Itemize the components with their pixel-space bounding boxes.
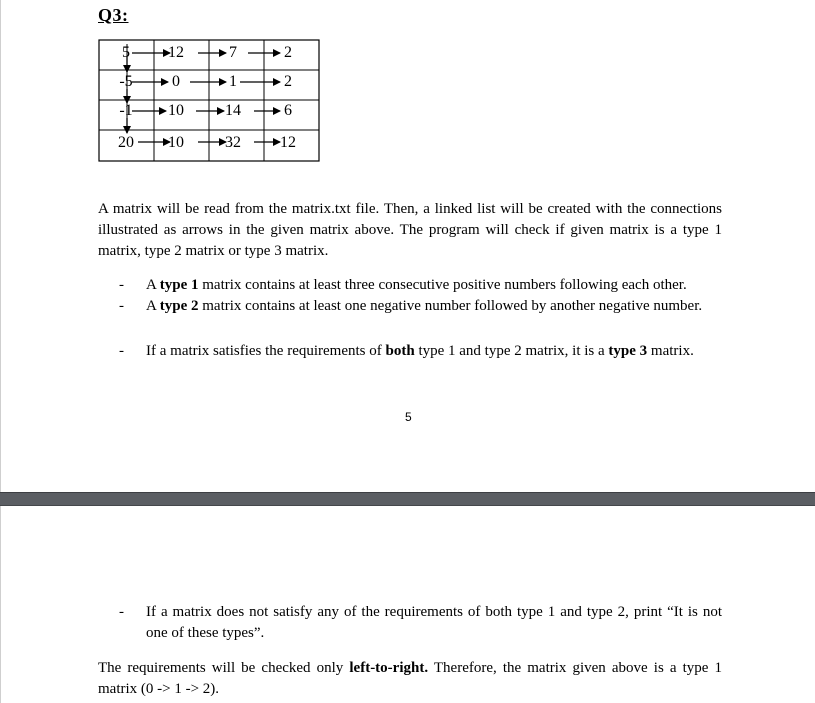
intro-paragraph: A matrix will be read from the matrix.txt file. Then, a linked list will be created with the connections illustrated as arrows in the given matrix above. The program will check if given matrix is a type 1 matrix, type 2 matrix or type 3 matrix. <box>98 201 722 259</box>
matrix-cell: 10 <box>168 134 184 151</box>
bullet-dash: - <box>119 298 124 314</box>
matrix-cell: 0 <box>172 73 180 90</box>
page-separator <box>0 492 815 506</box>
matrix-cell: 10 <box>168 102 184 119</box>
matrix-cell: 6 <box>284 102 292 119</box>
bullet-type2: A type 2 matrix contains at least one negative number followed by another negative number. <box>146 298 703 314</box>
document-page-2 <box>0 506 815 703</box>
matrix-cell: 7 <box>229 44 237 61</box>
bullet-dash: - <box>119 277 124 293</box>
bullet-type1: A type 1 matrix contains at least three consecutive positive numbers following each other. <box>146 277 687 293</box>
matrix-cell: 32 <box>225 134 241 151</box>
matrix-cell: 5 <box>122 44 130 61</box>
matrix-cell: 2 <box>284 44 292 61</box>
matrix-cell: 1 <box>229 73 237 90</box>
question-title: Q3: <box>98 5 129 25</box>
matrix-cell: 20 <box>118 134 134 151</box>
bullet-dash: - <box>119 343 124 359</box>
matrix-cell: 2 <box>284 73 292 90</box>
matrix-cell: 12 <box>168 44 184 61</box>
bullet-dash: - <box>119 604 124 620</box>
matrix-cell: -1 <box>119 102 133 119</box>
closing-paragraph: The requirements will be checked only left-to-right. Therefore, the matrix given above is a type 1 matrix (0 -> 1 -> 2). <box>98 660 722 697</box>
page-number: 5 <box>405 410 412 424</box>
matrix-cell: -5 <box>119 73 133 90</box>
matrix-figure <box>98 39 320 163</box>
matrix-cell: 12 <box>280 134 296 151</box>
bullet-type3: If a matrix satisfies the requirements of both type 1 and type 2 matrix, it is a type 3 matrix. <box>146 343 694 359</box>
bullet-no-type: If a matrix does not satisfy any of the requirements of both type 1 and type 2, print “It is not one of these types”. <box>146 604 722 641</box>
matrix-cell: 14 <box>225 102 241 119</box>
